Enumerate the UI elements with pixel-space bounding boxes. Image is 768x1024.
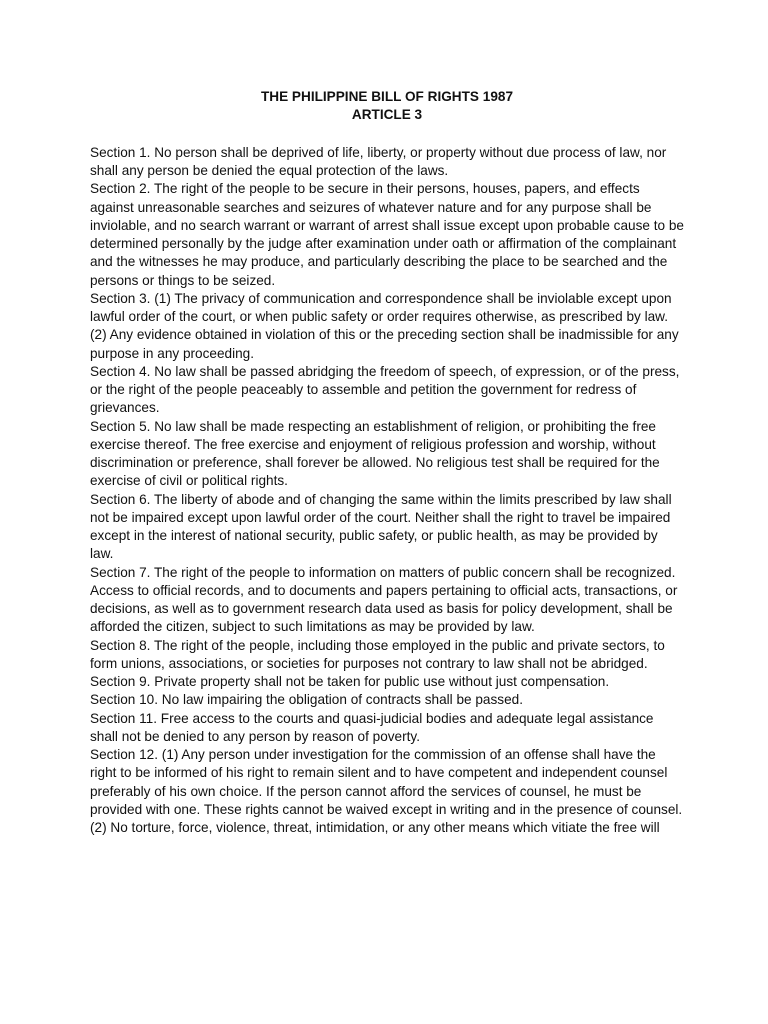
document-title: THE PHILIPPINE BILL OF RIGHTS 1987 (260, 89, 514, 104)
section-3-2: (2) Any evidence obtained in violation of this or the preceding section shall be inadmissible for any purpose in any proceeding. (90, 327, 679, 361)
section-5: Section 5. No law shall be made respecting an establishment of religion, or prohibiting the free exercise thereof. The free exercise and enjoyment of religious profession and worship, without discrimination or preference, shall forever be allowed. No religious test shall be required for the exercise of civil or political rights. (90, 418, 660, 489)
section-12-2: (2) No torture, force, violence, threat, intimidation, or any other means which vitiate the free will (90, 820, 660, 836)
section-6: Section 6. The liberty of abode and of changing the same within the limits prescribed by law shall not be impaired except upon lawful order of the court. Neither shall the right to travel be impaired except in the interest of national security, public safety, or public health, as may be provided by law. (90, 491, 672, 562)
section-11: Section 11. Free access to the courts and quasi-judicial bodies and adequate legal assistance shall not be denied to any person by reason of poverty. (90, 710, 654, 744)
document-page (90, 88, 684, 837)
section-1: Section 1. No person shall be deprived of life, liberty, or property without due process of law, nor shall any person be denied the equal protection of the laws. (90, 144, 667, 179)
section-12-1: Section 12. (1) Any person under investigation for the commission of an offense shall have the right to be informed of his right to remain silent and to have competent and independent counsel preferably of his own choice. If the person cannot afford the services of counsel, he must be provided with one. These rights cannot be waived except in writing and in the presence of counsel. (90, 747, 683, 817)
section-3-1: Section 3. (1) The privacy of communication and correspondence shall be inviolable except upon lawful order of the court, or when public safety or order requires otherwise, as prescribed by law. (90, 290, 672, 325)
section-9: Section 9. Private property shall not be taken for public use without just compensation. (90, 674, 610, 690)
section-7: Section 7. The right of the people to information on matters of public concern shall be recognized. Access to official records, and to documents and papers pertaining to official acts, transactions, or decisions, as well as to government research data used as basis for policy development, shall be afforded the citizen, subject to such limitations as may be provided by law. (90, 564, 678, 635)
section-10: Section 10. No law impairing the obligation of contracts shall be passed. (90, 692, 523, 708)
title-block (90, 88, 684, 125)
section-2: Section 2. The right of the people to be secure in their persons, houses, papers, and effects against unreasonable searches and seizures of whatever nature and for any purpose shall be inviolable, and no search warrant or warrant of arrest shall issue except upon probable cause to be determined personally by the judge after examination under oath or affirmation of the complainant and the witnesses he may produce, and particularly describing the place to be searched and the persons or things to be seized. (90, 181, 684, 288)
section-8: Section 8. The right of the people, including those employed in the public and private sectors, to form unions, associations, or societies for purposes not contrary to law shall not be abridged. (90, 637, 665, 671)
section-4: Section 4. No law shall be passed abridging the freedom of speech, of expression, or of the press, or the right of the people peaceably to assemble and petition the government for redress of grievances. (90, 363, 680, 416)
article-heading: ARTICLE 3 (351, 107, 423, 123)
document-body (90, 144, 684, 838)
